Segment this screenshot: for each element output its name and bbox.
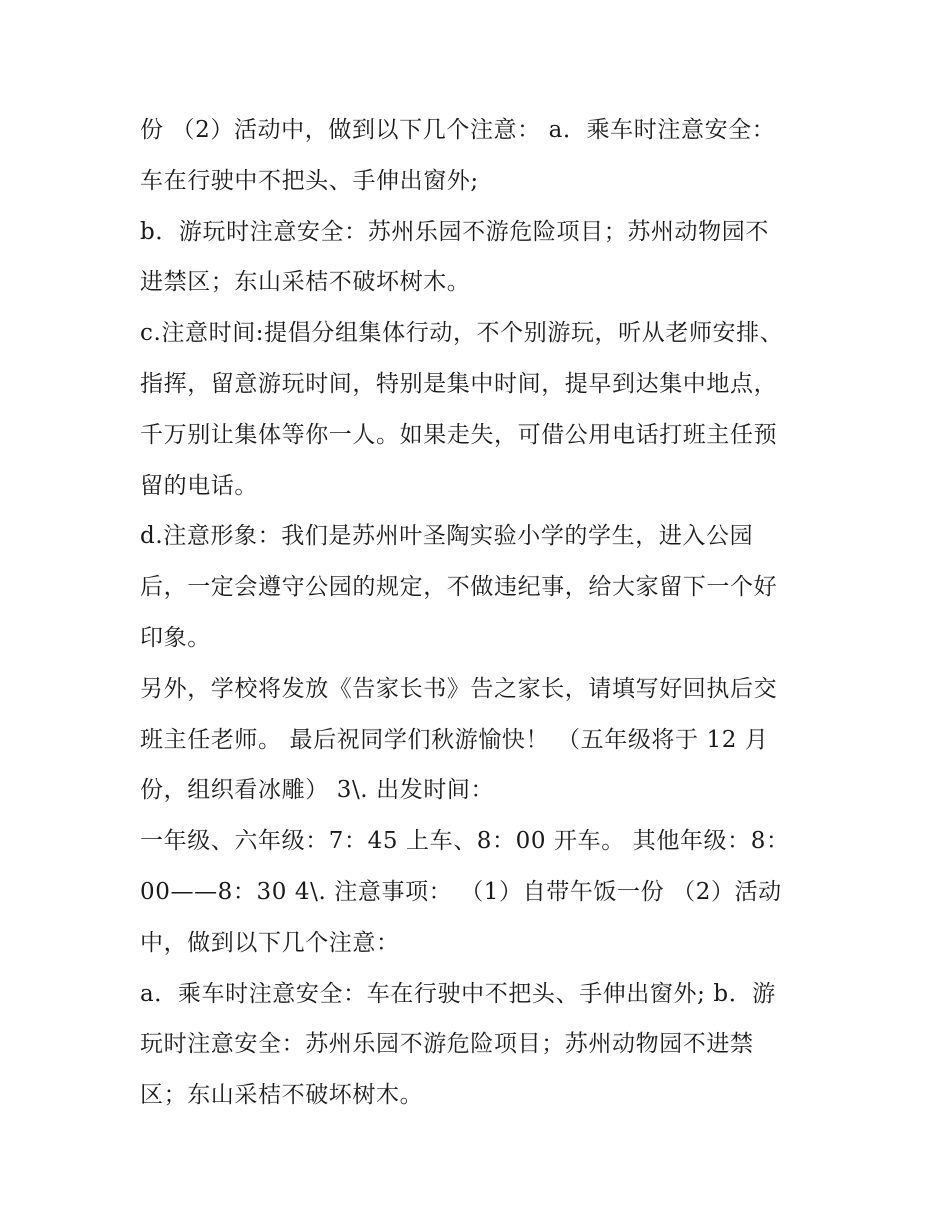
text-line: 玩时注意安全：苏州乐园不游危险项目；苏州动物园不进禁 — [140, 1031, 754, 1058]
text-line: 份，组织看冰雕） 3\. 出发时间： — [140, 777, 495, 804]
text-line: d.注意形象：我们是苏州叶圣陶实验小学的学生，进入公园 — [140, 523, 754, 550]
document-body — [140, 105, 830, 1121]
text-line: 区；东山采桔不破坏树木。 — [140, 1082, 424, 1109]
text-line: b．游玩时注意安全：苏州乐园不游危险项目；苏州动物园不 — [140, 218, 769, 245]
text-line: 车在行驶中不把头、手伸出窗外; — [140, 167, 479, 194]
text-line: 后，一定会遵守公园的规定，不做违纪事，给大家留下一个好 — [140, 574, 778, 601]
text-line: 千万别让集体等你一人。如果走失，可借公用电话打班主任预 — [140, 421, 778, 448]
text-line: 印象。 — [140, 624, 211, 651]
text-line: 留的电话。 — [140, 472, 258, 499]
text-line: a．乘车时注意安全：车在行驶中不把头、手伸出窗外; b．游 — [140, 980, 776, 1007]
text-line: 指挥，留意游玩时间，特别是集中时间，提早到达集中地点， — [140, 370, 778, 397]
text-line: 班主任老师。 最后祝同学们秋游愉快！ （五年级将于 12 月 — [140, 726, 769, 753]
text-line: 份 （2）活动中，做到以下几个注意： a．乘车时注意安全： — [140, 117, 776, 143]
text-line: 00——8：30 4\. 注意事项： （1）自带午饭一份 （2）活动 — [140, 878, 782, 905]
text-line: 进禁区；东山采桔不破坏树木。 — [140, 269, 471, 296]
text-line: c.注意时间:提倡分组集体行动，不个别游玩，听从老师安排、 — [140, 320, 784, 347]
text-line: 中，做到以下几个注意： — [140, 929, 400, 956]
text-line: 一年级、六年级：7：45 上车、8：00 开车。 其他年级：8： — [140, 828, 790, 855]
text-line: 另外，学校将发放《告家长书》告之家长，请填写好回执后交 — [140, 675, 778, 702]
